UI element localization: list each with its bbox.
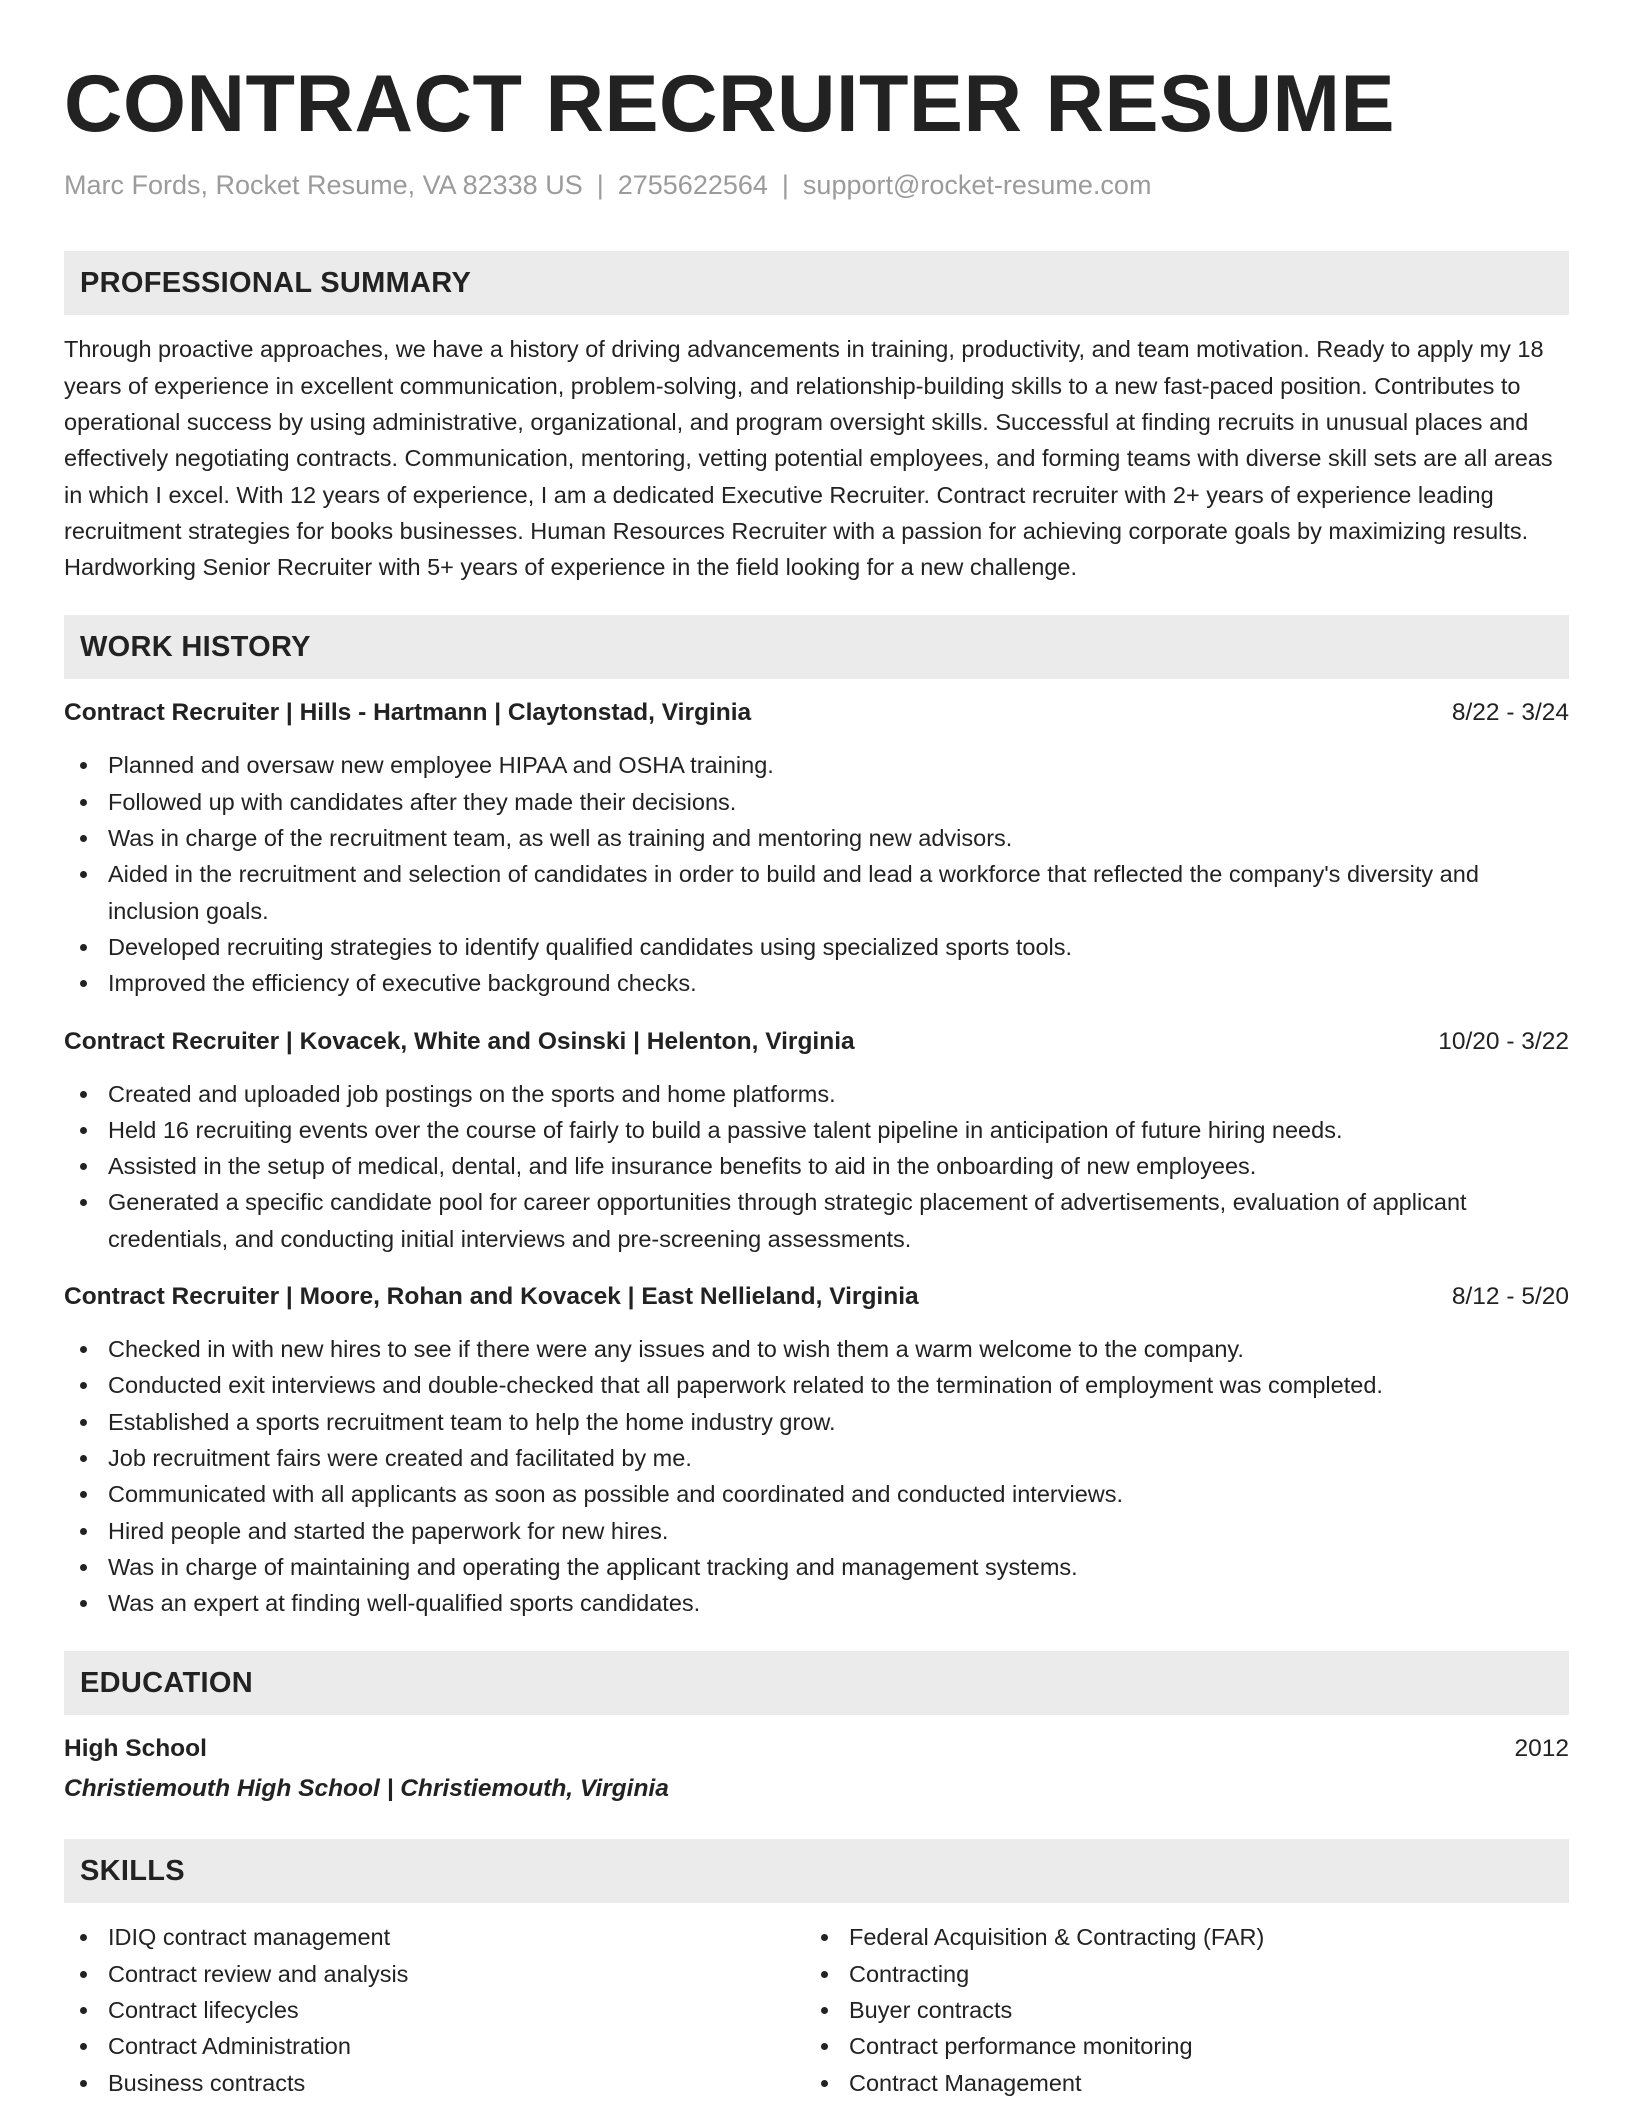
job-title: Contract Recruiter | Moore, Rohan and Kovacek | East Nellieland, Virginia <box>64 1283 919 1311</box>
contact-separator: | <box>781 170 789 200</box>
skills-list <box>64 1919 1569 2100</box>
contact-email: support@rocket-resume.com <box>802 170 1152 200</box>
job-bullet: Was an expert at finding well-qualified sports candidates. <box>64 1585 1569 1621</box>
job-bullets <box>64 747 1569 1001</box>
job-header <box>64 1026 1569 1058</box>
job-entry <box>64 697 1569 1001</box>
job-bullet: Planned and oversaw new employee HIPAA and OSHA training. <box>64 747 1569 783</box>
contact-address: Marc Fords, Rocket Resume, VA 82338 US <box>64 170 583 200</box>
education-degree: High School <box>64 1735 207 1763</box>
skill-item: Contract performance monitoring <box>805 2028 1546 2064</box>
education-header <box>64 1733 1569 1765</box>
job-bullet: Job recruitment fairs were created and facilitated by me. <box>64 1440 1569 1476</box>
summary-heading: PROFESSIONAL SUMMARY <box>64 251 1569 315</box>
job-bullet: Checked in with new hires to see if there were any issues and to wish them a warm welcome to the company. <box>64 1331 1569 1367</box>
contact-phone: 2755622564 <box>617 170 768 200</box>
skill-item: Business contracts <box>64 2065 805 2101</box>
skill-item: Federal Acquisition & Contracting (FAR) <box>805 1919 1546 1955</box>
job-dates: 8/12 - 5/20 <box>1451 1283 1569 1311</box>
job-bullet: Was in charge of maintaining and operating the applicant tracking and management systems. <box>64 1549 1569 1585</box>
summary-text: Through proactive approaches, we have a history of driving advancements in training, productivity, and team motivation. Ready to apply my 18 years of experience in excellent communication, problem-solving, and relationship-building skills to a new fast-paced position. Contributes to operational success by using administrative, organizational, and program oversight skills. Successful at finding recruits in unusual places and effectively negotiating contracts. Communication, mentoring, vetting potential employees, and forming teams with diverse skill sets are all areas in which I excel. With 12 years of experience, I am a dedicated Executive Recruiter. Contract recruiter with 2+ years of experience leading recruitment strategies for books businesses. Human Resources Recruiter with a passion for achieving corporate goals by maximizing results. Hardworking Senior Recruiter with 5+ years of experience in the field looking for a new challenge. <box>64 336 1553 581</box>
skill-item: Contract Administration <box>64 2028 805 2064</box>
job-bullets <box>64 1076 1569 1257</box>
skill-item: Contract review and analysis <box>64 1956 805 1992</box>
job-header <box>64 697 1569 729</box>
job-entry <box>64 1281 1569 1621</box>
job-bullet: Developed recruiting strategies to identify qualified candidates using specialized sports tools. <box>64 929 1569 965</box>
skills-column-right <box>805 1919 1546 2100</box>
job-title: Contract Recruiter | Kovacek, White and Osinski | Helenton, Virginia <box>64 1027 855 1055</box>
job-bullets <box>64 1331 1569 1621</box>
contact-separator: | <box>596 170 604 200</box>
skill-item: Contracting <box>805 1956 1546 1992</box>
education-school: Christiemouth High School | Christiemouth, Virginia <box>64 1775 669 1803</box>
job-bullet: Held 16 recruiting events over the course of fairly to build a passive talent pipeline in anticipation of future hiring needs. <box>64 1112 1569 1148</box>
education-heading: EDUCATION <box>64 1651 1569 1715</box>
education-year: 2012 <box>1514 1735 1569 1763</box>
skills-bullets-left <box>64 1919 805 2100</box>
skill-item: Contract lifecycles <box>64 1992 805 2028</box>
resume-title: CONTRACT RECRUITER RESUME <box>64 59 1396 149</box>
job-bullet: Was in charge of the recruitment team, as well as training and mentoring new advisors. <box>64 820 1569 856</box>
job-bullet: Improved the efficiency of executive background checks. <box>64 965 1569 1001</box>
job-bullet: Followed up with candidates after they made their decisions. <box>64 784 1569 820</box>
contact-line <box>64 169 1569 201</box>
skills-column-left <box>64 1919 805 2100</box>
skill-item: IDIQ contract management <box>64 1919 805 1955</box>
job-dates: 10/20 - 3/22 <box>1438 1027 1569 1055</box>
skill-item: Buyer contracts <box>805 1992 1546 2028</box>
work-history-heading: WORK HISTORY <box>64 615 1569 679</box>
skill-item: Contract Management <box>805 2065 1546 2101</box>
job-bullet: Assisted in the setup of medical, dental, and life insurance benefits to aid in the onboarding of new employees. <box>64 1148 1569 1184</box>
skills-bullets-right <box>805 1919 1546 2100</box>
job-header <box>64 1281 1569 1313</box>
job-title: Contract Recruiter | Hills - Hartmann | Claytonstad, Virginia <box>64 699 752 727</box>
skills-heading: SKILLS <box>64 1839 1569 1903</box>
job-bullet: Generated a specific candidate pool for career opportunities through strategic placement of advertisements, evaluation of applicant credentials, and conducting initial interviews and pre-screening assessments. <box>64 1184 1569 1257</box>
job-bullet: Hired people and started the paperwork for new hires. <box>64 1513 1569 1549</box>
job-dates: 8/22 - 3/24 <box>1451 699 1569 727</box>
job-bullet: Conducted exit interviews and double-checked that all paperwork related to the termination of employment was completed. <box>64 1367 1569 1403</box>
job-bullet: Created and uploaded job postings on the sports and home platforms. <box>64 1076 1569 1112</box>
job-bullet: Established a sports recruitment team to help the home industry grow. <box>64 1404 1569 1440</box>
job-bullet: Communicated with all applicants as soon as possible and coordinated and conducted interviews. <box>64 1476 1569 1512</box>
job-entry <box>64 1026 1569 1257</box>
job-bullet: Aided in the recruitment and selection of candidates in order to build and lead a workforce that reflected the company's diversity and inclusion goals. <box>64 856 1569 929</box>
